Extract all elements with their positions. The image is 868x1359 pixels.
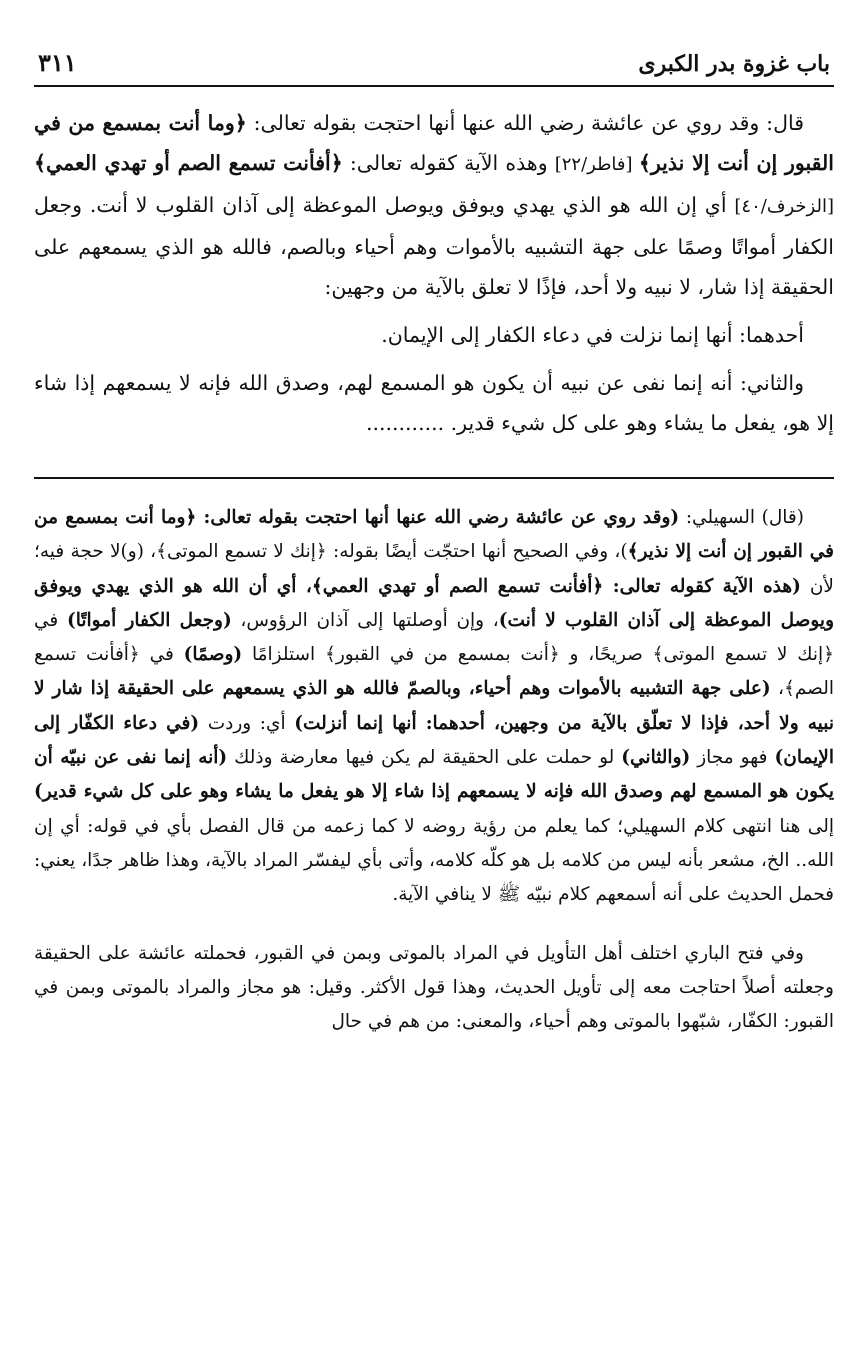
- commentary-segment: أي: وردت: [199, 712, 295, 734]
- footnote-divider: [34, 477, 834, 479]
- commentary-segment-bold: (في دعاء الكفّار إلى الإيمان): [34, 712, 834, 769]
- chapter-title: باب غزوة بدر الكبرى: [638, 51, 830, 77]
- text-run: أي إن الله هو الذي يهدي ويوفق ويوصل الموعظة إلى آذان القلوب لا أنت. وجعل الكفار أمواتًا وصمًا على جهة التشبيه بالأموات وهم أحياء وبالصم، فالله هو الذي يسمعهم على الحقيقة إذا شار، لا نبيه ولا أحد، فإذًا لا تعلق بالآية من وجهين:: [34, 193, 834, 299]
- text-run: وهذه الآية كقوله تعالى:: [342, 151, 555, 175]
- commentary-segment-bold: (وجعل الكفار أمواتًا): [66, 609, 232, 631]
- main-paragraph-2: أحدهما: أنها إنما نزلت في دعاء الكفار إلى الإيمان.: [381, 323, 804, 347]
- commentary-segment-bold: (هذه الآية كقوله تعالى: ﴿أفأنت تسمع الصم أو تهدي العمي﴾، أي أن الله هو الذي يهدي ويوفق ويوصل الموعظة إلى آذان القلوب لا أنت): [34, 575, 834, 631]
- quran-verse: ﴿وما أنت بمسمع من في القبور إن أنت إلا نذير﴾: [34, 111, 834, 175]
- text-run: والثاني: أنه إنما نفى عن نبيه أن يكون هو المسمع لهم، وصدق الله فإنه لا يسمعهم إذا شاء إلا هو، يفعل ما يشاء وهو على كل شيء قدير.: [34, 371, 834, 435]
- page-number: ٣١١: [38, 48, 77, 77]
- ellipsis-dots: ............: [365, 411, 451, 435]
- commentary-segment: في ﴿إنك لا تسمع الموتى﴾ صريحًا، و ﴿أنت بمسمع من في القبور﴾ استلزامًا: [34, 609, 835, 666]
- quran-verse: ﴿أفأنت تسمع الصم أو تهدي العمي﴾: [34, 151, 343, 175]
- commentary-segment-bold: (على جهة التشبيه بالأموات وهم أحياء، وبالصمّ فالله هو الذي يسمعهم على الحقيقة إذا شار لا نبيه ولا أحد، فإذا لا تعلّق بالآية من وجهين، أحدهما: أنها إنما أنزلت): [34, 678, 834, 734]
- running-head: [34, 48, 834, 87]
- main-text: [34, 103, 834, 443]
- commentary-segment: (قال) السهيلي:: [679, 507, 804, 528]
- commentary: [34, 501, 834, 913]
- commentary-segment: لو حملت على الحقيقة لم يكن فيها معارضة وذلك: [227, 747, 622, 769]
- commentary-segment-bold: (وصمًا): [183, 644, 243, 666]
- commentary-segment-bold: (وقد روي عن عائشة رضي الله عنها أنها احتجت بقوله تعالى: ﴿وما أنت بمسمع من في القبور إن أنت إلا نذير﴾: [34, 507, 834, 563]
- commentary-segment-bold: (أنه إنما نفى عن نبيّه أن يكون هو المسمع لهم وصدق الله فإنه لا يسمعهم إذا شاء إلا هو يفعل ما يشاء وهو على كل شيء قدير): [34, 747, 834, 803]
- commentary-paragraph: [34, 501, 834, 913]
- verse-reference: [فاطر/٢٢]: [554, 154, 639, 175]
- text-run: قال: وقد روي عن عائشة رضي الله عنها أنها احتجت بقوله تعالى:: [246, 111, 805, 135]
- commentary-segment-bold: (والثاني): [621, 747, 691, 769]
- commentary-segment: في ﴿أفأنت تسمع الصم﴾،: [34, 644, 834, 700]
- commentary-segment: إلى هنا انتهى كلام السهيلي؛ كما يعلم من رؤية روضه لا كما زعمه من قال الفصل بأي في قوله: أي إن الله.. الخ، مشعر بأنه ليس من كلامه بل هو كلّه كلامه، وأتى بأي ليفسّر المراد بالآية، وهذا ظاهر جدًا، يعني: فحمل الحديث على أنه أسمعهم كلام نبيّه ﷺ لا ينافي الآية.: [34, 815, 834, 906]
- verse-reference: [الزخرف/٤٠]: [734, 196, 834, 217]
- main-paragraph-3: [34, 363, 834, 443]
- main-paragraph-1: [34, 103, 834, 307]
- commentary-segment: فهو مجاز: [690, 747, 775, 769]
- commentary-segment: )، وفي الصحيح أنها احتجّت أيضًا بقوله: ﴿إنك لا تسمع الموتى﴾، (و)لا حجة فيه؛ لأن: [34, 541, 834, 597]
- commentary-final: [34, 937, 834, 1039]
- commentary-final-paragraph: وفي فتح الباري اختلف أهل التأويل في المراد بالموتى وبمن في القبور، فحملته عائشة على الحقيقة وجعلته أصلاً احتاجت معه إلى تأويل الحديث، وهذا قول الأكثر. وقيل: هو مجاز والمراد بالموتى وبمن في القبور: الكفّار، شبّهوا بالموتى وهم أحياء، والمعنى: من هم في حال: [34, 942, 834, 1032]
- commentary-segment: ، وإن أوصلتها إلى آذان الرؤوس،: [231, 609, 499, 631]
